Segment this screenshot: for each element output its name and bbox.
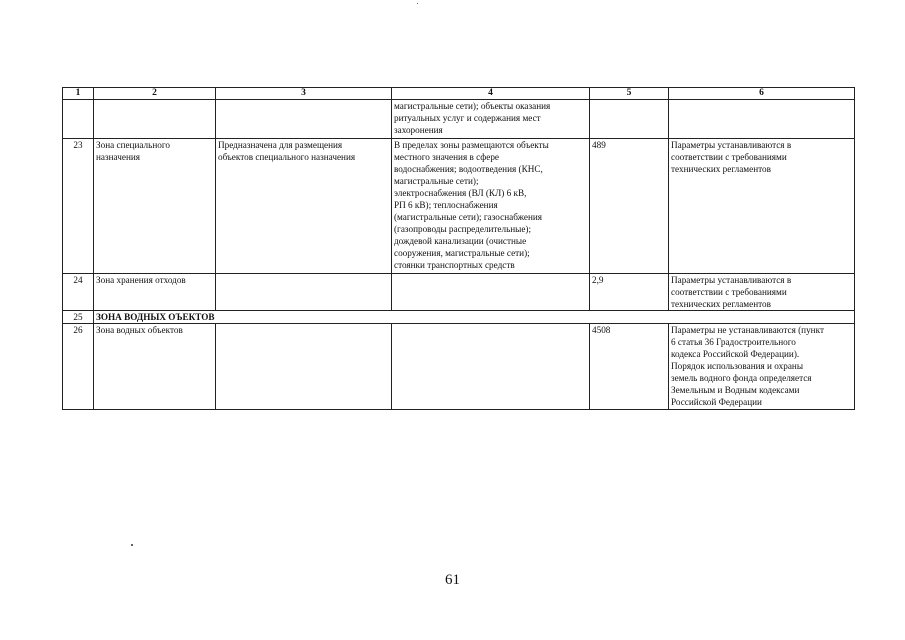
zone-objects-cell: В пределах зоны размещаются объекты местного значения в сфере водоснабжения; водоотведения (КНС, магистральные сети); электроснабжения (ВЛ (КЛ) 6 кВ, РП 6 кВ); теплоснабжения (магистральные сети); газоснабжения (газопроводы распределительные); дождевой канализации (очистные сооружения, магистральные сети); стоянки транспортных средств <box>392 139 590 274</box>
column-header-6: 6 <box>669 88 855 100</box>
table-header-row <box>63 88 855 100</box>
zone-purpose-cell <box>216 274 392 311</box>
section-title-cell: ЗОНА ВОДНЫХ ОЪЕКТОВ <box>94 311 855 324</box>
column-header-3: 3 <box>216 88 392 100</box>
row-number-cell: 26 <box>63 324 94 410</box>
zone-objects-cell <box>392 324 590 410</box>
zone-name-cell: Зона хранения отходов <box>94 274 216 311</box>
column-header-5: 5 <box>590 88 669 100</box>
row-number-cell: 25 <box>63 311 94 324</box>
page-number: 61 <box>445 572 460 588</box>
zone-objects-cell <box>392 274 590 311</box>
table-cell <box>669 100 855 139</box>
zone-params-cell: Параметры устанавливаются в соответствии с требованиями технических регламентов <box>669 139 855 274</box>
scan-speck <box>417 3 418 4</box>
zone-name-cell: Зона специального назначения <box>94 139 216 274</box>
zone-params-cell: Параметры не устанавливаются (пункт 6 статья 36 Градостроительного кодекса Российской Федерации). Порядок использования и охраны земель водного фонда определяется Земельным и Водным кодексами Российской Федерации <box>669 324 855 410</box>
column-header-4: 4 <box>392 88 590 100</box>
table-cell <box>94 100 216 139</box>
zone-area-cell: 489 <box>590 139 669 274</box>
continuation-objects-cell: магистральные сети); объекты оказания ритуальных услуг и содержания мест захоронения <box>392 100 590 139</box>
zones-table <box>62 87 855 410</box>
table-row-26 <box>63 324 855 410</box>
table-cell <box>590 100 669 139</box>
scan-speck <box>131 544 133 546</box>
table-row-24 <box>63 274 855 311</box>
zone-name-cell: Зона водных объектов <box>94 324 216 410</box>
section-row-25 <box>63 311 855 324</box>
table-cell <box>216 100 392 139</box>
continuation-row <box>63 100 855 139</box>
zone-purpose-cell: Предназначена для размещения объектов специального назначения <box>216 139 392 274</box>
row-number-cell: 23 <box>63 139 94 274</box>
zone-area-cell: 2,9 <box>590 274 669 311</box>
zone-purpose-cell <box>216 324 392 410</box>
table-row-23 <box>63 139 855 274</box>
table-cell <box>63 100 94 139</box>
zone-params-cell: Параметры устанавливаются в соответствии с требованиями технических регламентов <box>669 274 855 311</box>
column-header-2: 2 <box>94 88 216 100</box>
row-number-cell: 24 <box>63 274 94 311</box>
column-header-1: 1 <box>63 88 94 100</box>
zone-area-cell: 4508 <box>590 324 669 410</box>
